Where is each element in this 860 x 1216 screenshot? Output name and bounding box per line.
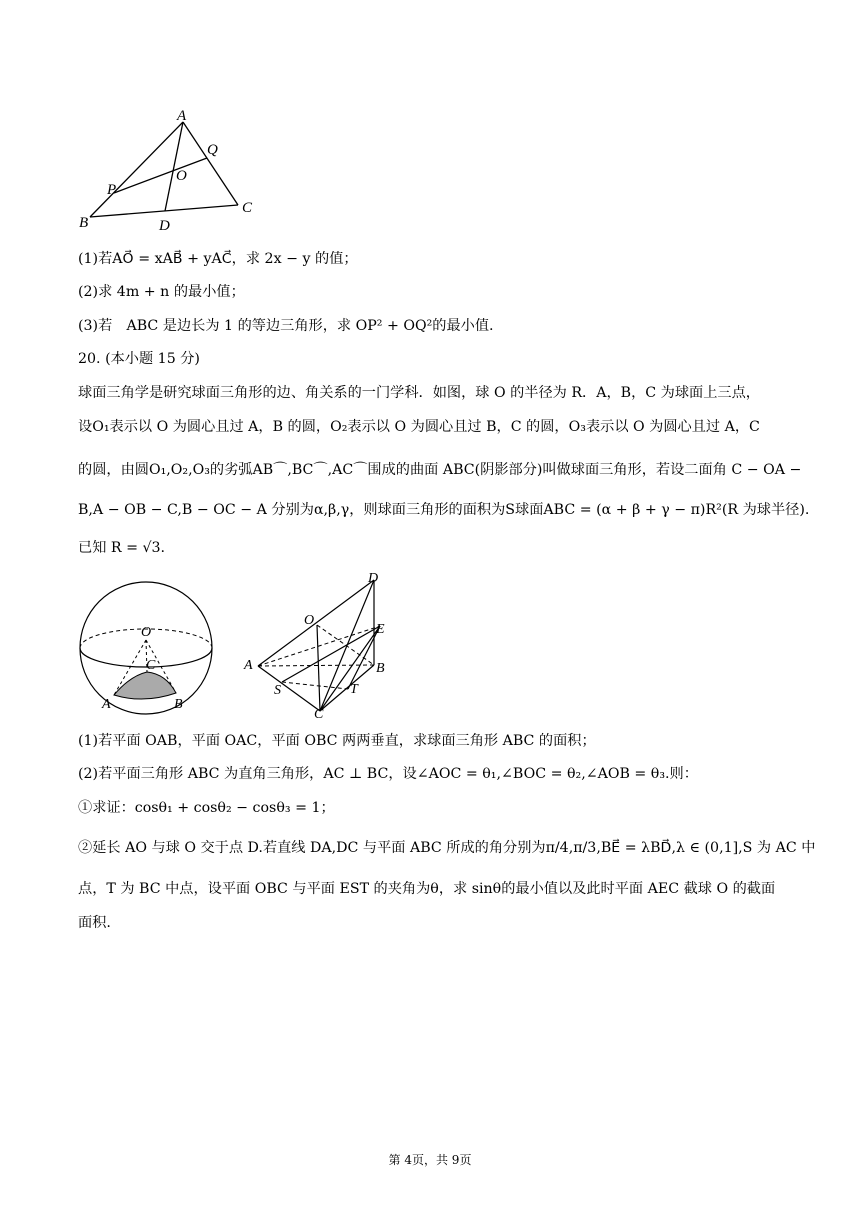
q20-sub-2: (2)若平面三角形 ABC 为直角三角形，AC ⊥ BC，设∠AOC = θ₁,∠BOC = θ₂,∠AOB = θ₃.则： (78, 766, 698, 782)
sphere-label-B: B (174, 697, 183, 712)
q19-part2: (2)求 4m + n 的最小值； (78, 284, 245, 300)
sphere-figure (74, 568, 224, 716)
q20-text-3: 的圆，由圆O₁,O₂,O₃的劣弧AB⌒,BC⌒,AC⌒围成的曲面 ABC(阴影部分)叫做球面三角形，若设二面角 C − OA − (78, 462, 802, 478)
q19-part3: (3)若 ABC 是边长为 1 的等边三角形，求 OP² + OQ²的最小值. (78, 318, 494, 334)
label-Q: Q (207, 142, 218, 158)
q20-heading: 20. (本小题 15 分) (78, 351, 200, 367)
q19-part1: (1)若AO⃗ = xAB⃗ + yAC⃗，求 2x − y 的值； (78, 251, 358, 267)
q20-sub-4: ②延长 AO 与球 O 交于点 D.若直线 DA,DC 与平面 ABC 所成的角分别为π/4,π/3,BE⃗ = λBD⃗,λ ∈ (0,1],S 为 AC 中 (78, 840, 816, 856)
label-B: B (79, 215, 89, 231)
q20-sub-1: (1)若平面 OAB，平面 OAC，平面 OBC 两两垂直，求球面三角形 ABC 的面积； (78, 733, 596, 749)
label-C: C (242, 200, 253, 216)
page-footer: 第 4页，共 9页 (388, 1153, 472, 1167)
solid-label-C: C (314, 707, 324, 718)
solid-label-S: S (274, 683, 281, 698)
q20-text-1: 球面三角学是研究球面三角形的边、角关系的一门学科．如图，球 O 的半径为 R．A，B，C 为球面上三点， (78, 385, 760, 401)
solid-label-D: D (368, 571, 379, 586)
label-O: O (176, 168, 187, 184)
solid-label-O: O (304, 613, 315, 628)
solid-label-E: E (376, 622, 385, 637)
q20-sub-5: 点，T 为 BC 中点，设平面 OBC 与平面 EST 的夹角为θ，求 sinθ的最小值以及此时平面 AEC 截球 O 的截面 (78, 881, 776, 897)
q20-text-2: 设O₁表示以 O 为圆心且过 A，B 的圆，O₂表示以 O 为圆心且过 B，C 的圆，O₃表示以 O 为圆心且过 A，C (78, 419, 760, 435)
label-A: A (177, 108, 187, 124)
q20-sub-3: ①求证：cosθ₁ + cosθ₂ − cosθ₃ = 1； (78, 800, 335, 816)
q20-text-5: 已知 R = √3. (78, 540, 166, 556)
triangle-figure (70, 104, 270, 238)
solid-label-B: B (376, 661, 385, 676)
label-P: P (107, 182, 117, 198)
q20-sub-6: 面积. (78, 915, 111, 931)
label-D: D (159, 218, 170, 234)
q20-text-4: B,A − OB − C,B − OC − A 分别为α,β,γ，则球面三角形的面积为S球面ABC = (α + β + γ − π)R²(R 为球半径). (78, 502, 810, 518)
solid-figure (238, 568, 398, 718)
solid-label-A: A (244, 658, 253, 673)
sphere-label-O: O (141, 625, 152, 640)
sphere-label-C: C (146, 658, 156, 673)
solid-label-T: T (350, 682, 358, 697)
sphere-label-A: A (102, 697, 111, 712)
